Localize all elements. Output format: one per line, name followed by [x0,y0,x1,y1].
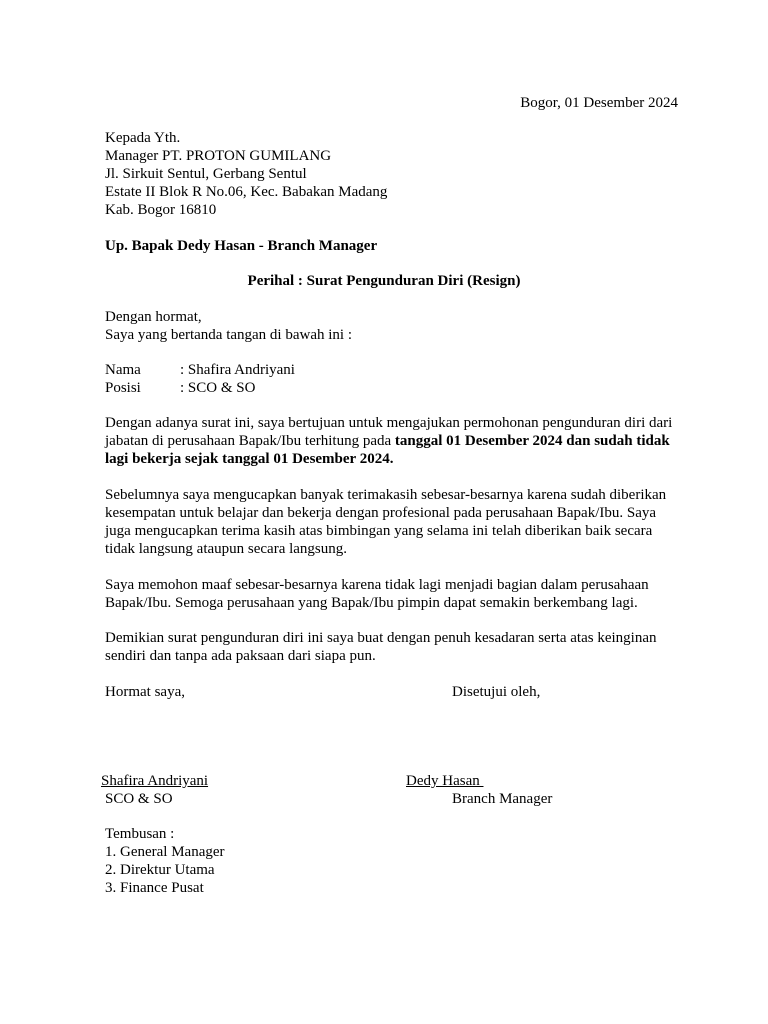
subject-line: Perihal : Surat Pengunduran Diri (Resign) [247,273,521,289]
greeting: Dengan hormat, [105,309,202,325]
body-paragraph-1-bold: tanggal 01 Desember 2024 dan sudah tidak lagi bekerja sejak tanggal 01 Desember 2024. [105,433,670,467]
recipient-line: Estate II Blok R No.06, Kec. Babakan Madang [105,184,388,200]
recipient-line: Kab. Bogor 16810 [105,202,217,218]
attention-line: Up. Bapak Dedy Hasan - Branch Manager [105,238,378,254]
intro-line: Saya yang bertanda tangan di bawah ini : [105,327,353,343]
opening-block [105,308,680,344]
identity-position-label: Posisi [105,380,141,396]
cc-label: Tembusan : [105,826,175,842]
cc-block [105,825,680,897]
body-paragraph-4: Demikian surat pengunduran diri ini saya buat dengan penuh kesadaran serta atas keinginan sendiri dan tanpa ada paksaan dari siapa pun. [105,630,657,664]
identity-name-value: : Shafira Andriyani [180,362,295,378]
body-paragraph-1 [105,414,680,468]
closing-left-label: Hormat saya, [105,684,185,700]
recipient-line: Manager PT. PROTON GUMILANG [105,148,332,164]
body-paragraph-1-text: Dengan adanya surat ini, saya bertujuan untuk mengajukan permohonan pengunduran diri dari jabatan di perusahaan Bapak/Ibu terhitung pada [105,415,673,449]
identity-name-label: Nama [105,362,141,378]
signer-right-title: Branch Manager [452,791,553,807]
recipient-block [105,129,680,219]
date-line: Bogor, 01 Desember 2024 [520,95,678,111]
signer-left-title: SCO & SO [105,791,173,807]
body-paragraph-2: Sebelumnya saya mengucapkan banyak terimakasih sebesar-besarnya karena sudah diberikan kesempatan untuk belajar dan bekerja dengan profesional pada perusahaan Bapak/Ibu. Saya juga mengucapkan terima kasih atas bimbingan yang selama ini telah diberikan baik secara tidak langsung ataupun secara langsung. [105,487,667,557]
identity-position-value: : SCO & SO [180,380,256,396]
body-paragraph-3: Saya memohon maaf sebesar-besarnya karena tidak lagi menjadi bagian dalam perusahaan Bapak/Ibu. Semoga perusahaan yang Bapak/Ibu pimpin dapat semakin berkembang lagi. [105,577,649,611]
closing-right-label: Disetujui oleh, [452,684,541,700]
cc-item: 3. Finance Pusat [105,880,204,896]
signer-left-name: Shafira Andriyani [101,773,209,789]
recipient-line: Kepada Yth. [105,130,181,146]
cc-item: 2. Direktur Utama [105,862,215,878]
cc-item: 1. General Manager [105,844,225,860]
recipient-line: Jl. Sirkuit Sentul, Gerbang Sentul [105,166,307,182]
signer-right-name: Dedy Hasan [406,773,484,789]
